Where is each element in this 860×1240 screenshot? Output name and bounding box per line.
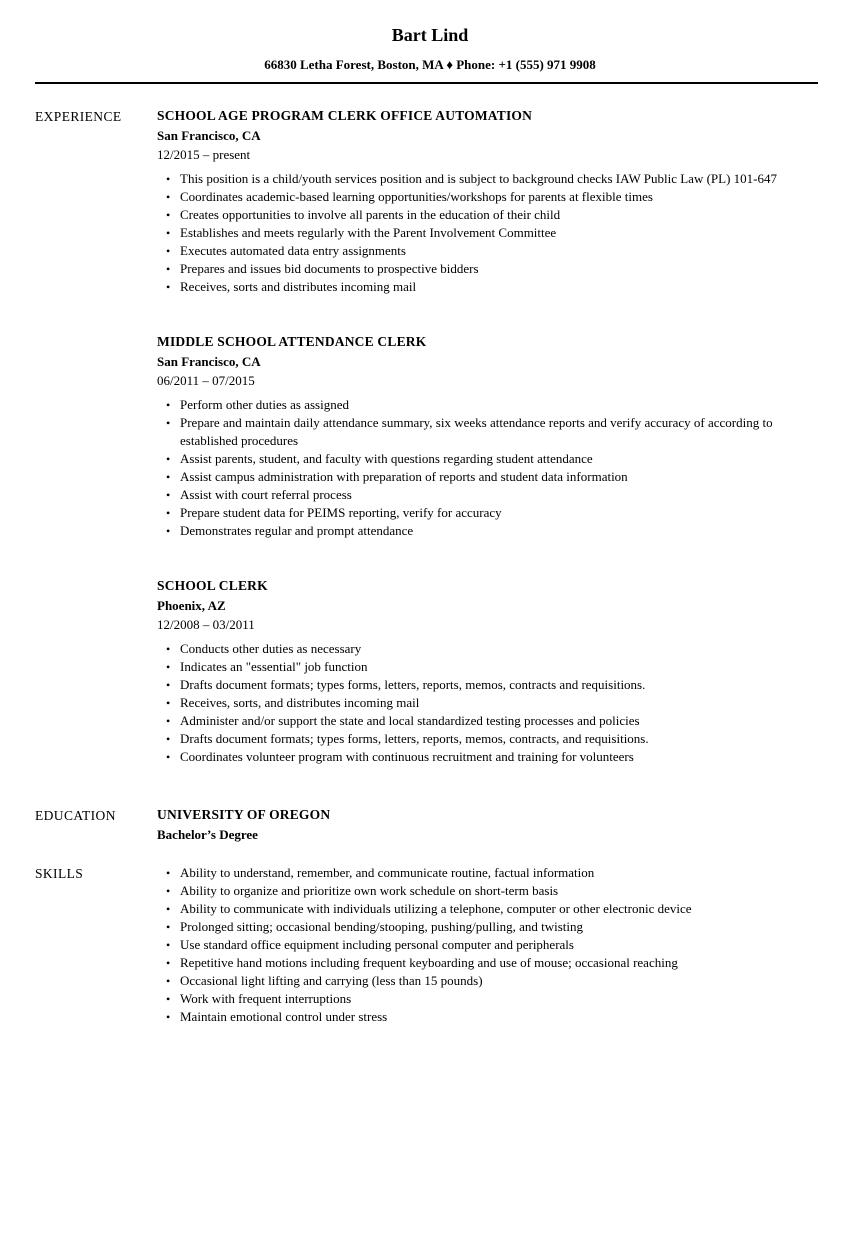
bullet-icon: •	[166, 488, 171, 502]
bullet-item	[157, 170, 815, 188]
bullet-text: Indicates an "essential" job function	[180, 659, 368, 674]
bullet-item	[157, 712, 815, 730]
bullet-icon: •	[166, 172, 171, 186]
job-dates: 12/2015 – present	[157, 147, 251, 162]
bullet-icon: •	[166, 190, 171, 204]
bullet-text: Perform other duties as assigned	[180, 397, 349, 412]
bullet-item	[157, 730, 815, 748]
bullet-text: Establishes and meets regularly with the Parent Involvement Committee	[180, 225, 557, 240]
job-dates: 12/2008 – 03/2011	[157, 617, 255, 632]
bullet-item	[157, 900, 815, 918]
bullet-icon: •	[166, 452, 171, 466]
job-bullet-list	[157, 396, 815, 540]
bullet-icon: •	[166, 992, 171, 1006]
resume-header	[0, 0, 860, 73]
bullet-text: Assist campus administration with preparation of reports and student data information	[180, 469, 628, 484]
bullet-text: Coordinates academic-based learning opportunities/workshops for parents at flexible times	[180, 189, 653, 204]
experience-jobs	[157, 107, 815, 766]
bullet-icon: •	[166, 398, 171, 412]
experience-label: EXPERIENCE	[35, 109, 122, 124]
bullet-text: Repetitive hand motions including frequent keyboarding and use of mouse; occasional reaching	[180, 955, 678, 970]
bullet-icon: •	[166, 920, 171, 934]
bullet-item	[157, 936, 815, 954]
bullet-icon: •	[166, 244, 171, 258]
bullet-text: Assist with court referral process	[180, 487, 352, 502]
bullet-icon: •	[166, 524, 171, 538]
bullet-text: Executes automated data entry assignments	[180, 243, 406, 258]
bullet-text: Receives, sorts, and distributes incoming mail	[180, 695, 420, 710]
bullet-item	[157, 972, 815, 990]
bullet-item	[157, 864, 815, 882]
bullet-item	[157, 640, 815, 658]
job-entry	[157, 577, 815, 766]
bullet-text: Demonstrates regular and prompt attendance	[180, 523, 414, 538]
skills-label: SKILLS	[35, 866, 84, 881]
bullet-item	[157, 676, 815, 694]
bullet-text: Conducts other duties as necessary	[180, 641, 362, 656]
bullet-text: Ability to understand, remember, and communicate routine, factual information	[180, 865, 595, 880]
bullet-text: Maintain emotional control under stress	[180, 1009, 388, 1024]
bullet-item	[157, 396, 815, 414]
bullet-item	[157, 414, 815, 450]
bullet-icon: •	[166, 866, 171, 880]
bullet-text: Receives, sorts and distributes incoming mail	[180, 279, 417, 294]
bullet-item	[157, 882, 815, 900]
skills-content	[157, 864, 815, 1026]
bullet-item	[157, 450, 815, 468]
bullet-text: Creates opportunities to involve all parents in the education of their child	[180, 207, 561, 222]
bullet-icon: •	[166, 506, 171, 520]
experience-section	[0, 107, 860, 766]
bullet-icon: •	[166, 732, 171, 746]
bullet-text: Assist parents, student, and faculty with questions regarding student attendance	[180, 451, 593, 466]
bullet-icon: •	[166, 280, 171, 294]
job-title: MIDDLE SCHOOL ATTENDANCE CLERK	[157, 334, 427, 349]
job-bullet-list	[157, 170, 815, 296]
bullet-text: Prepare and maintain daily attendance summary, six weeks attendance reports and verify accuracy of according to established procedures	[180, 415, 773, 448]
bullet-icon: •	[166, 226, 171, 240]
bullet-icon: •	[166, 938, 171, 952]
job-location: San Francisco, CA	[157, 354, 261, 369]
job-title: SCHOOL CLERK	[157, 578, 268, 593]
skills-section	[0, 864, 860, 1026]
job-location: San Francisco, CA	[157, 128, 261, 143]
bullet-item	[157, 278, 815, 296]
bullet-item	[157, 694, 815, 712]
job-dates: 06/2011 – 07/2015	[157, 373, 255, 388]
bullet-icon: •	[166, 714, 171, 728]
job-entry	[157, 107, 815, 296]
bullet-item	[157, 1008, 815, 1026]
bullet-item	[157, 990, 815, 1008]
bullet-item	[157, 522, 815, 540]
bullet-text: Prepares and issues bid documents to prospective bidders	[180, 261, 479, 276]
bullet-icon: •	[166, 884, 171, 898]
degree-name: Bachelor’s Degree	[157, 827, 258, 842]
bullet-item	[157, 486, 815, 504]
bullet-text: Work with frequent interruptions	[180, 991, 352, 1006]
job-title: SCHOOL AGE PROGRAM CLERK OFFICE AUTOMATION	[157, 108, 533, 123]
bullet-item	[157, 242, 815, 260]
bullet-icon: •	[166, 750, 171, 764]
bullet-icon: •	[166, 678, 171, 692]
bullet-icon: •	[166, 1010, 171, 1024]
bullet-text: Occasional light lifting and carrying (less than 15 pounds)	[180, 973, 483, 988]
bullet-item	[157, 468, 815, 486]
bullet-item	[157, 206, 815, 224]
bullet-text: Coordinates volunteer program with continuous recruitment and training for volunteers	[180, 749, 634, 764]
education-content	[157, 806, 815, 843]
bullet-icon: •	[166, 956, 171, 970]
bullet-text: Use standard office equipment including personal computer and peripherals	[180, 937, 574, 952]
bullet-item	[157, 188, 815, 206]
skills-list	[157, 864, 815, 1026]
bullet-text: Prolonged sitting; occasional bending/stooping, pushing/pulling, and twisting	[180, 919, 583, 934]
school-name: UNIVERSITY OF OREGON	[157, 807, 331, 822]
bullet-icon: •	[166, 642, 171, 656]
job-bullet-list	[157, 640, 815, 766]
person-name: Bart Lind	[391, 25, 469, 45]
bullet-item	[157, 224, 815, 242]
bullet-icon: •	[166, 660, 171, 674]
bullet-icon: •	[166, 974, 171, 988]
bullet-item	[157, 658, 815, 676]
bullet-icon: •	[166, 696, 171, 710]
bullet-icon: •	[166, 416, 171, 430]
bullet-item	[157, 504, 815, 522]
bullet-item	[157, 954, 815, 972]
contact-line: 66830 Letha Forest, Boston, MA ♦ Phone: +1 (555) 971 9908	[264, 57, 596, 72]
education-label: EDUCATION	[35, 808, 116, 823]
bullet-item	[157, 918, 815, 936]
bullet-text: Drafts document formats; types forms, letters, reports, memos, contracts and requisitions.	[180, 677, 646, 692]
bullet-icon: •	[166, 902, 171, 916]
bullet-item	[157, 748, 815, 766]
bullet-icon: •	[166, 262, 171, 276]
bullet-item	[157, 260, 815, 278]
bullet-text: Prepare student data for PEIMS reporting, verify for accuracy	[180, 505, 502, 520]
bullet-text: Ability to communicate with individuals utilizing a telephone, computer or other electronic device	[180, 901, 692, 916]
bullet-text: Ability to organize and prioritize own work schedule on short-term basis	[180, 883, 559, 898]
bullet-icon: •	[166, 208, 171, 222]
bullet-text: Administer and/or support the state and local standardized testing processes and policies	[180, 713, 640, 728]
bullet-text: This position is a child/youth services position and is subject to background checks IAW Public Law (PL) 101-647	[180, 171, 777, 186]
header-divider	[35, 82, 818, 84]
job-location: Phoenix, AZ	[157, 598, 226, 613]
bullet-text: Drafts document formats; types forms, letters, reports, memos, contracts, and requisitions.	[180, 731, 649, 746]
education-section	[0, 806, 860, 843]
job-entry	[157, 333, 815, 540]
bullet-icon: •	[166, 470, 171, 484]
